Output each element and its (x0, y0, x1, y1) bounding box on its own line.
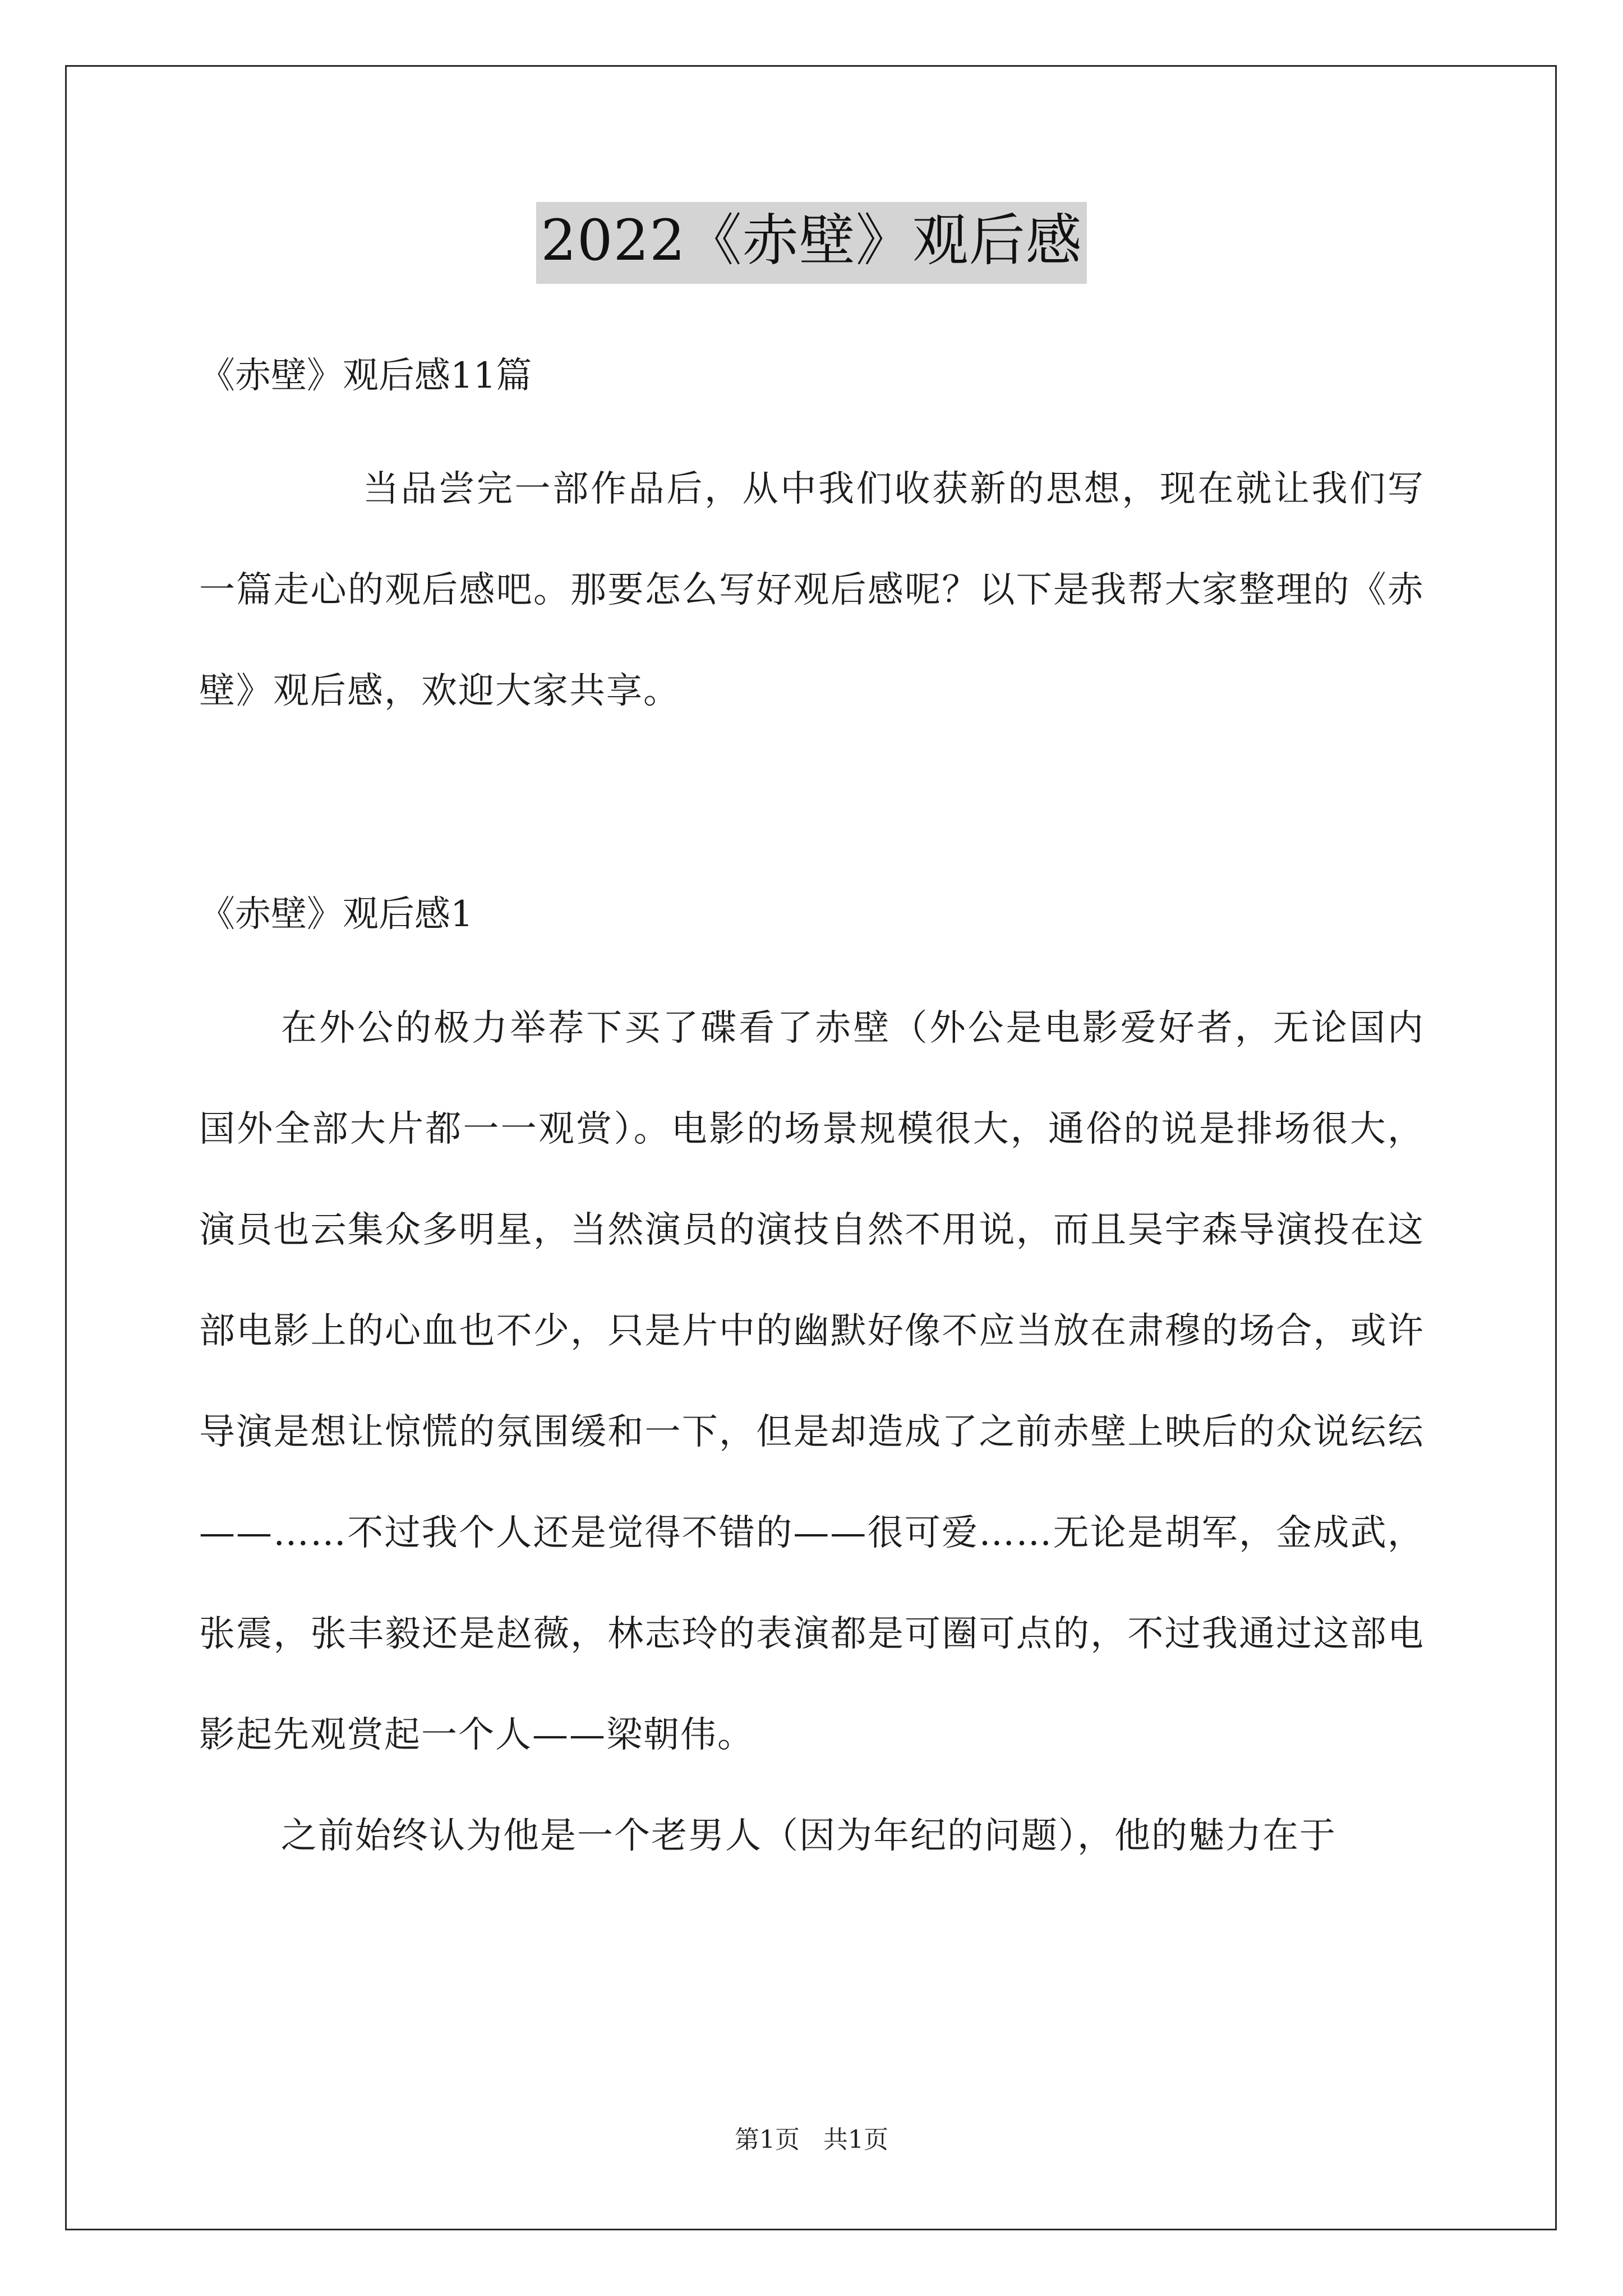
document-title: 2022《赤壁》观后感 (536, 202, 1087, 284)
body-block (199, 978, 1424, 1887)
document-subtitle: 《赤壁》观后感11篇 (199, 355, 532, 397)
subtitle-block (199, 348, 1424, 404)
page-footer: 第1页 共1页 (735, 2125, 888, 2154)
body-paragraph-2: 之前始终认为他是一个老男人（因为年纪的问题），他的魅力在于 (281, 1815, 1336, 1857)
title-container (0, 202, 1623, 284)
intro-paragraph: 当品尝完一部作品后，从中我们收获新的思想，现在就让我们写一篇走心的观后感吧。那要怎么写好观后感呢？以下是我帮大家整理的《赤壁》观后感，欢迎大家共享。 (199, 468, 1424, 712)
intro-block (199, 439, 1424, 742)
section-heading: 《赤壁》观后感1 (199, 894, 473, 935)
body-paragraph-1: 在外公的极力举荐下买了碟看了赤壁（外公是电影爱好者，无论国内国外全部大片都一一观赏）。电影的场景规模很大，通俗的说是排场很大，演员也云集众多明星，当然演员的演技自然不用说，而且吴宇森导演投在这部电影上的心血也不少，只是片中的幽默好像不应当放在肃穆的场合，或许导演是想让惊慌的氛围缓和一下，但是却造成了之前赤壁上映后的众说纭纭——……不过我个人还是觉得不错的——很可爱……无论是胡军，金成武，张震，张丰毅还是赵薇，林志玲的表演都是可圈可点的，不过我通过这部电影起先观赏起一个人——梁朝伟。 (199, 1007, 1424, 1756)
section-heading-block (199, 886, 1424, 942)
